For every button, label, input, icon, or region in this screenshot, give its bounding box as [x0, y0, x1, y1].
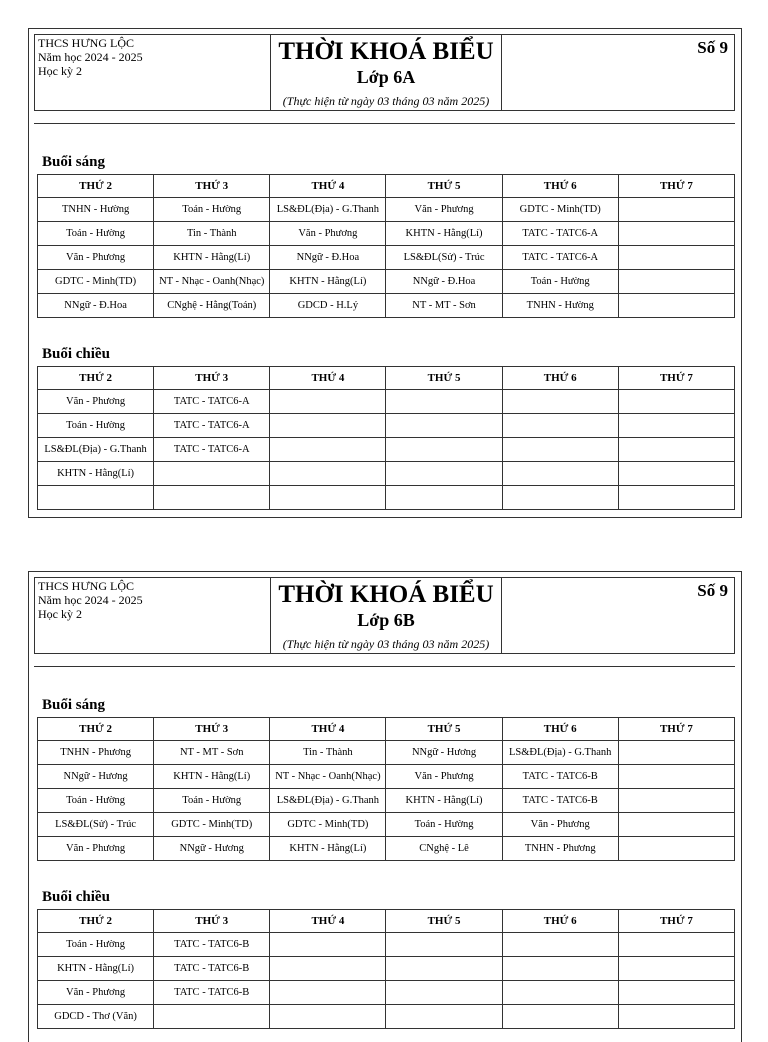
- lesson-cell: NT - MT - Sơn: [154, 741, 270, 765]
- lesson-cell: [502, 933, 618, 957]
- lesson-cell: KHTN - Hằng(Lí): [386, 222, 502, 246]
- morning-label: Buổi sáng: [42, 697, 105, 713]
- lesson-cell: [618, 837, 734, 861]
- morning-label: Buổi sáng: [42, 154, 105, 170]
- sheet-header: [34, 577, 735, 654]
- lesson-cell: [270, 933, 386, 957]
- period-row: [38, 933, 735, 957]
- lesson-cell: GDTC - Minh(TD): [270, 813, 386, 837]
- period-row: [38, 438, 735, 462]
- period-row: [38, 390, 735, 414]
- lesson-cell: [618, 198, 734, 222]
- day-header: THỨ 6: [502, 175, 618, 198]
- lesson-cell: NNgữ - Đ.Hoa: [386, 270, 502, 294]
- lesson-cell: [270, 414, 386, 438]
- lesson-cell: [618, 270, 734, 294]
- day-header: THỨ 4: [270, 367, 386, 390]
- day-header: THỨ 4: [270, 718, 386, 741]
- afternoon-label: Buổi chiều: [42, 346, 110, 362]
- period-row: [38, 837, 735, 861]
- lesson-cell: TATC - TATC6-A: [154, 438, 270, 462]
- school-info: [35, 578, 271, 653]
- lesson-cell: NNgữ - Hương: [38, 765, 154, 789]
- school-year: Năm học 2024 - 2025: [38, 50, 143, 64]
- lesson-cell: [618, 789, 734, 813]
- lesson-cell: [270, 981, 386, 1005]
- lesson-cell: TATC - TATC6-B: [502, 765, 618, 789]
- day-header-row: [38, 910, 735, 933]
- period-row: [38, 765, 735, 789]
- lesson-cell: TATC - TATC6-B: [154, 933, 270, 957]
- lesson-cell: NT - MT - Sơn: [386, 294, 502, 318]
- lesson-cell: [386, 414, 502, 438]
- lesson-cell: [618, 741, 734, 765]
- period-row: [38, 981, 735, 1005]
- lesson-cell: Toán - Hường: [154, 789, 270, 813]
- period-row: [38, 813, 735, 837]
- lesson-cell: [618, 1005, 734, 1029]
- lesson-cell: LS&ĐL(Sử) - Trúc: [38, 813, 154, 837]
- timetable-sheet-6a: [28, 28, 742, 518]
- lesson-cell: TNHN - Phương: [38, 741, 154, 765]
- lesson-cell: [502, 486, 618, 510]
- lesson-cell: Văn - Phương: [38, 390, 154, 414]
- number-block: [501, 578, 734, 653]
- lesson-cell: [386, 486, 502, 510]
- lesson-cell: Toán - Hường: [154, 198, 270, 222]
- lesson-cell: [618, 438, 734, 462]
- lesson-cell: [502, 438, 618, 462]
- lesson-cell: TATC - TATC6-B: [154, 957, 270, 981]
- page-title: THỜI KHOÁ BIỂU: [278, 581, 494, 608]
- school-year: Năm học 2024 - 2025: [38, 593, 143, 607]
- lesson-cell: [618, 933, 734, 957]
- lesson-cell: [386, 462, 502, 486]
- sheet-number: Số 9: [697, 38, 728, 57]
- lesson-cell: [618, 486, 734, 510]
- lesson-cell: GDCD - H.Lý: [270, 294, 386, 318]
- lesson-cell: [618, 222, 734, 246]
- lesson-cell: LS&ĐL(Địa) - G.Thanh: [502, 741, 618, 765]
- lesson-cell: Toán - Hường: [38, 789, 154, 813]
- effective-date-note: (Thực hiện từ ngày 03 tháng 03 năm 2025): [282, 94, 490, 108]
- lesson-cell: TATC - TATC6-A: [154, 390, 270, 414]
- lesson-cell: CNghệ - Lê: [386, 837, 502, 861]
- period-row: [38, 486, 735, 510]
- day-header: THỨ 6: [502, 910, 618, 933]
- day-header: THỨ 7: [618, 367, 734, 390]
- lesson-cell: [502, 414, 618, 438]
- day-header: THỨ 7: [618, 718, 734, 741]
- lesson-cell: [386, 957, 502, 981]
- period-row: [38, 294, 735, 318]
- lesson-cell: [618, 246, 734, 270]
- day-header: THỨ 5: [386, 175, 502, 198]
- sheet-number: Số 9: [697, 581, 728, 600]
- lesson-cell: NNgữ - Hương: [154, 837, 270, 861]
- lesson-cell: [618, 813, 734, 837]
- morning-table: [37, 174, 735, 318]
- lesson-cell: TNHN - Phương: [502, 837, 618, 861]
- lesson-cell: [154, 486, 270, 510]
- day-header: THỨ 7: [618, 175, 734, 198]
- lesson-cell: NNgữ - Đ.Hoa: [38, 294, 154, 318]
- lesson-cell: NNgữ - Hương: [386, 741, 502, 765]
- day-header: THỨ 6: [502, 367, 618, 390]
- day-header: THỨ 4: [270, 175, 386, 198]
- divider: [34, 666, 735, 667]
- period-row: [38, 741, 735, 765]
- lesson-cell: TATC - TATC6-B: [502, 789, 618, 813]
- lesson-cell: Toán - Hường: [386, 813, 502, 837]
- class-name: Lớp 6A: [356, 67, 416, 87]
- school-term: Học kỳ 2: [38, 607, 82, 621]
- day-header: THỨ 3: [154, 718, 270, 741]
- period-row: [38, 270, 735, 294]
- lesson-cell: KHTN - Hằng(Lí): [270, 837, 386, 861]
- lesson-cell: Tin - Thành: [154, 222, 270, 246]
- lesson-cell: Toán - Hường: [38, 414, 154, 438]
- lesson-cell: KHTN - Hằng(Lí): [38, 957, 154, 981]
- period-row: [38, 462, 735, 486]
- lesson-cell: [270, 390, 386, 414]
- period-row: [38, 222, 735, 246]
- lesson-cell: [154, 1005, 270, 1029]
- day-header: THỨ 7: [618, 910, 734, 933]
- lesson-cell: Văn - Phương: [38, 246, 154, 270]
- number-block: [501, 35, 734, 110]
- lesson-cell: [386, 981, 502, 1005]
- lesson-cell: [618, 765, 734, 789]
- lesson-cell: Toán - Hường: [38, 222, 154, 246]
- day-header: THỨ 5: [386, 718, 502, 741]
- lesson-cell: NT - Nhạc - Oanh(Nhạc): [270, 765, 386, 789]
- afternoon-table: [37, 909, 735, 1029]
- lesson-cell: [618, 414, 734, 438]
- lesson-cell: LS&ĐL(Địa) - G.Thanh: [270, 789, 386, 813]
- lesson-cell: KHTN - Hằng(Lí): [38, 462, 154, 486]
- day-header-row: [38, 175, 735, 198]
- day-header: THỨ 2: [38, 718, 154, 741]
- lesson-cell: Toán - Hường: [502, 270, 618, 294]
- lesson-cell: GDTC - Minh(TD): [154, 813, 270, 837]
- title-block: [271, 578, 502, 653]
- lesson-cell: LS&ĐL(Địa) - G.Thanh: [38, 438, 154, 462]
- lesson-cell: KHTN - Hằng(Lí): [386, 789, 502, 813]
- school-term: Học kỳ 2: [38, 64, 82, 78]
- title-block: [271, 35, 502, 110]
- day-header-row: [38, 367, 735, 390]
- lesson-cell: NT - Nhạc - Oanh(Nhạc): [154, 270, 270, 294]
- lesson-cell: Toán - Hường: [38, 933, 154, 957]
- day-header: THỨ 4: [270, 910, 386, 933]
- lesson-cell: Văn - Phương: [502, 813, 618, 837]
- period-row: [38, 789, 735, 813]
- lesson-cell: [618, 957, 734, 981]
- lesson-cell: [386, 438, 502, 462]
- lesson-cell: Văn - Phương: [270, 222, 386, 246]
- lesson-cell: [502, 957, 618, 981]
- lesson-cell: [386, 1005, 502, 1029]
- lesson-cell: KHTN - Hằng(Lí): [154, 765, 270, 789]
- lesson-cell: Văn - Phương: [38, 837, 154, 861]
- lesson-cell: GDTC - Minh(TD): [38, 270, 154, 294]
- lesson-cell: [154, 462, 270, 486]
- period-row: [38, 1005, 735, 1029]
- lesson-cell: LS&ĐL(Địa) - G.Thanh: [270, 198, 386, 222]
- lesson-cell: [618, 462, 734, 486]
- lesson-cell: Văn - Phương: [38, 981, 154, 1005]
- day-header: THỨ 6: [502, 718, 618, 741]
- lesson-cell: [502, 1005, 618, 1029]
- divider: [34, 123, 735, 124]
- lesson-cell: [386, 933, 502, 957]
- lesson-cell: [270, 1005, 386, 1029]
- lesson-cell: TATC - TATC6-A: [502, 222, 618, 246]
- lesson-cell: [386, 390, 502, 414]
- period-row: [38, 198, 735, 222]
- day-header-row: [38, 718, 735, 741]
- period-row: [38, 957, 735, 981]
- lesson-cell: [502, 390, 618, 414]
- lesson-cell: KHTN - Hằng(Lí): [154, 246, 270, 270]
- afternoon-table: [37, 366, 735, 510]
- day-header: THỨ 3: [154, 910, 270, 933]
- lesson-cell: [270, 462, 386, 486]
- lesson-cell: GDTC - Minh(TD): [502, 198, 618, 222]
- lesson-cell: NNgữ - Đ.Hoa: [270, 246, 386, 270]
- sheet-header: [34, 34, 735, 111]
- lesson-cell: [618, 294, 734, 318]
- lesson-cell: [618, 981, 734, 1005]
- lesson-cell: TATC - TATC6-A: [502, 246, 618, 270]
- lesson-cell: CNghệ - Hằng(Toán): [154, 294, 270, 318]
- timetable-sheet-6b: [28, 571, 742, 1042]
- lesson-cell: [38, 486, 154, 510]
- lesson-cell: TNHN - Hường: [38, 198, 154, 222]
- day-header: THỨ 3: [154, 367, 270, 390]
- lesson-cell: Văn - Phương: [386, 198, 502, 222]
- period-row: [38, 246, 735, 270]
- lesson-cell: GDCD - Thơ (Văn): [38, 1005, 154, 1029]
- lesson-cell: TNHN - Hường: [502, 294, 618, 318]
- day-header: THỨ 5: [386, 367, 502, 390]
- morning-table: [37, 717, 735, 861]
- page-title: THỜI KHOÁ BIỂU: [278, 38, 494, 65]
- class-name: Lớp 6B: [357, 610, 415, 630]
- lesson-cell: TATC - TATC6-B: [154, 981, 270, 1005]
- lesson-cell: [270, 438, 386, 462]
- lesson-cell: [270, 957, 386, 981]
- lesson-cell: Tin - Thành: [270, 741, 386, 765]
- day-header: THỨ 5: [386, 910, 502, 933]
- lesson-cell: TATC - TATC6-A: [154, 414, 270, 438]
- lesson-cell: [270, 486, 386, 510]
- day-header: THỨ 2: [38, 367, 154, 390]
- day-header: THỨ 2: [38, 910, 154, 933]
- afternoon-label: Buổi chiều: [42, 889, 110, 905]
- lesson-cell: KHTN - Hằng(Lí): [270, 270, 386, 294]
- lesson-cell: [502, 462, 618, 486]
- school-info: [35, 35, 271, 110]
- day-header: THỨ 3: [154, 175, 270, 198]
- period-row: [38, 414, 735, 438]
- school-name: THCS HƯNG LỘC: [38, 579, 134, 593]
- lesson-cell: LS&ĐL(Sử) - Trúc: [386, 246, 502, 270]
- lesson-cell: [502, 981, 618, 1005]
- day-header: THỨ 2: [38, 175, 154, 198]
- lesson-cell: [618, 390, 734, 414]
- lesson-cell: Văn - Phương: [386, 765, 502, 789]
- school-name: THCS HƯNG LỘC: [38, 36, 134, 50]
- effective-date-note: (Thực hiện từ ngày 03 tháng 03 năm 2025): [282, 637, 490, 651]
